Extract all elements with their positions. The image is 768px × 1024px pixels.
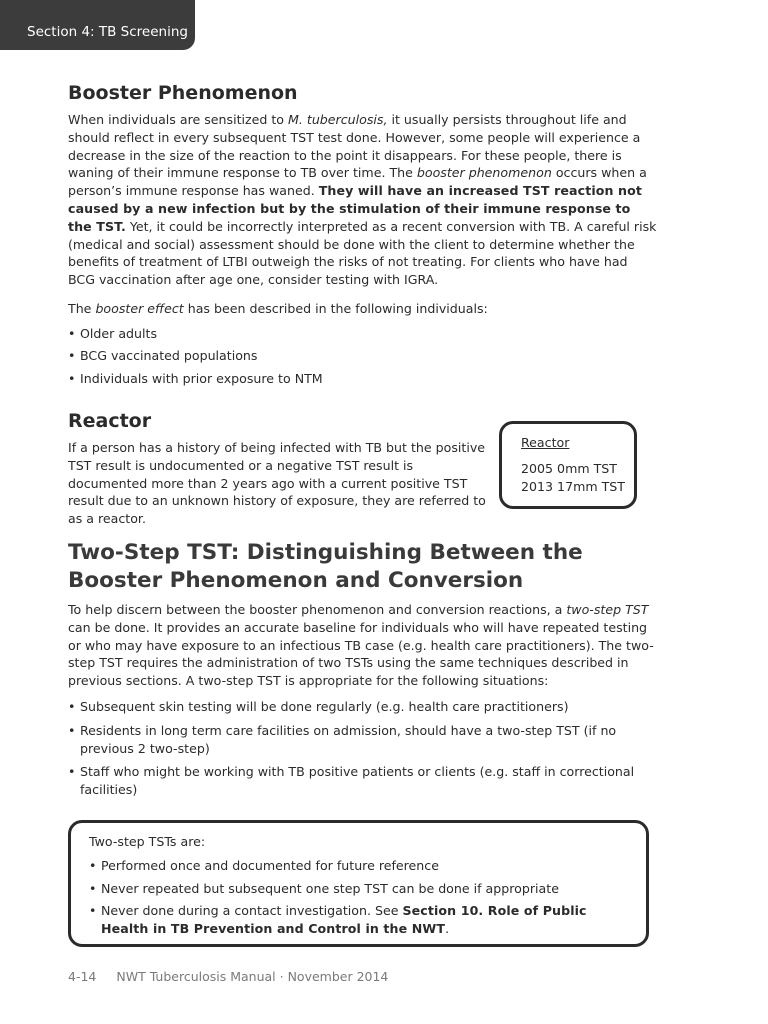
booster-paragraph: When individuals are sensitized to M. tuberculosis, it usually persists throughout life and should reflect in every subsequent TST test done. However, some people will experience a decrease in the size of the reaction to the point it disappears. For these people, there is waning of their immune response to TB over time. The booster phenomenon occurs when a person’s immune response has waned. They will have an increased TST reaction not caused by a new infection but by the stimulation of their immune response to the TST. Yet, it could be incorrectly interpreted as a recent conversion with TB. A careful risk (medical and social) assessment should be done with the client to determine whether the benefits of treatment of LTBI outweigh the risks of not treating. For clients who have had BCG vaccination after age one, consider testing with IGRA. (68, 112, 657, 288)
twostep-summary-box (68, 820, 649, 947)
reactor-example-box (499, 421, 637, 509)
reactor-heading: Reactor (68, 410, 152, 432)
list-item: • Older adults (68, 325, 658, 343)
reactor-box-line: 2013 17mm TST (521, 478, 625, 494)
booster-heading: Booster Phenomenon (68, 82, 298, 104)
list-item: • Performed once and documented for future reference (89, 857, 630, 875)
list-item: • Subsequent skin testing will be done regularly (e.g. health care practitioners) (68, 698, 658, 716)
list-item: • Never done during a contact investigation. See Section 10. Role of Public Health in TB Prevention and Control in the NWT. (89, 902, 630, 938)
list-item: • Residents in long term care facilities on admission, should have a two-step TST (if no previous 2 two-step) (68, 722, 658, 758)
reactor-paragraph: If a person has a history of being infected with TB but the positive TST result is undocumented or a negative TST result is documented more than 2 years ago with a current positive TST result due to an unknown history of exposure, they are referred to as a reactor. (68, 440, 486, 527)
booster-list (68, 325, 658, 388)
reactor-box-title: Reactor (521, 435, 570, 450)
page-number: 4-14 (68, 969, 97, 984)
section-tab-label: Section 4: TB Screening (27, 24, 188, 40)
twostep-box-list (89, 857, 630, 938)
list-item: • BCG vaccinated populations (68, 347, 658, 365)
list-item: • Never repeated but subsequent one step TST can be done if appropriate (89, 880, 630, 898)
booster-effect-intro: The booster effect has been described in the following individuals: (68, 301, 488, 316)
section-tab (0, 0, 195, 50)
list-item: • Individuals with prior exposure to NTM (68, 370, 658, 388)
twostep-paragraph: To help discern between the booster phenomenon and conversion reactions, a two-step TST can be done. It provides an accurate baseline for individuals who will have repeated testing or who may have exposure to an infectious TB case (e.g. health care practitioners). The two-step TST requires the administration of two TSTs using the same techniques described in previous sections. A two-step TST is appropriate for the following situations: (68, 602, 654, 689)
reactor-box-line: 2005 0mm TST (521, 460, 617, 476)
twostep-heading: Two-Step TST: Distinguishing Between the Booster Phenomenon and Conversion (68, 540, 583, 593)
page-footer (68, 969, 388, 984)
twostep-box-intro: Two-step TSTs are: (89, 834, 206, 849)
footer-title: NWT Tuberculosis Manual · November 2014 (116, 969, 389, 984)
list-item: • Staff who might be working with TB positive patients or clients (e.g. staff in correctional facilities) (68, 763, 658, 799)
twostep-list (68, 698, 658, 799)
